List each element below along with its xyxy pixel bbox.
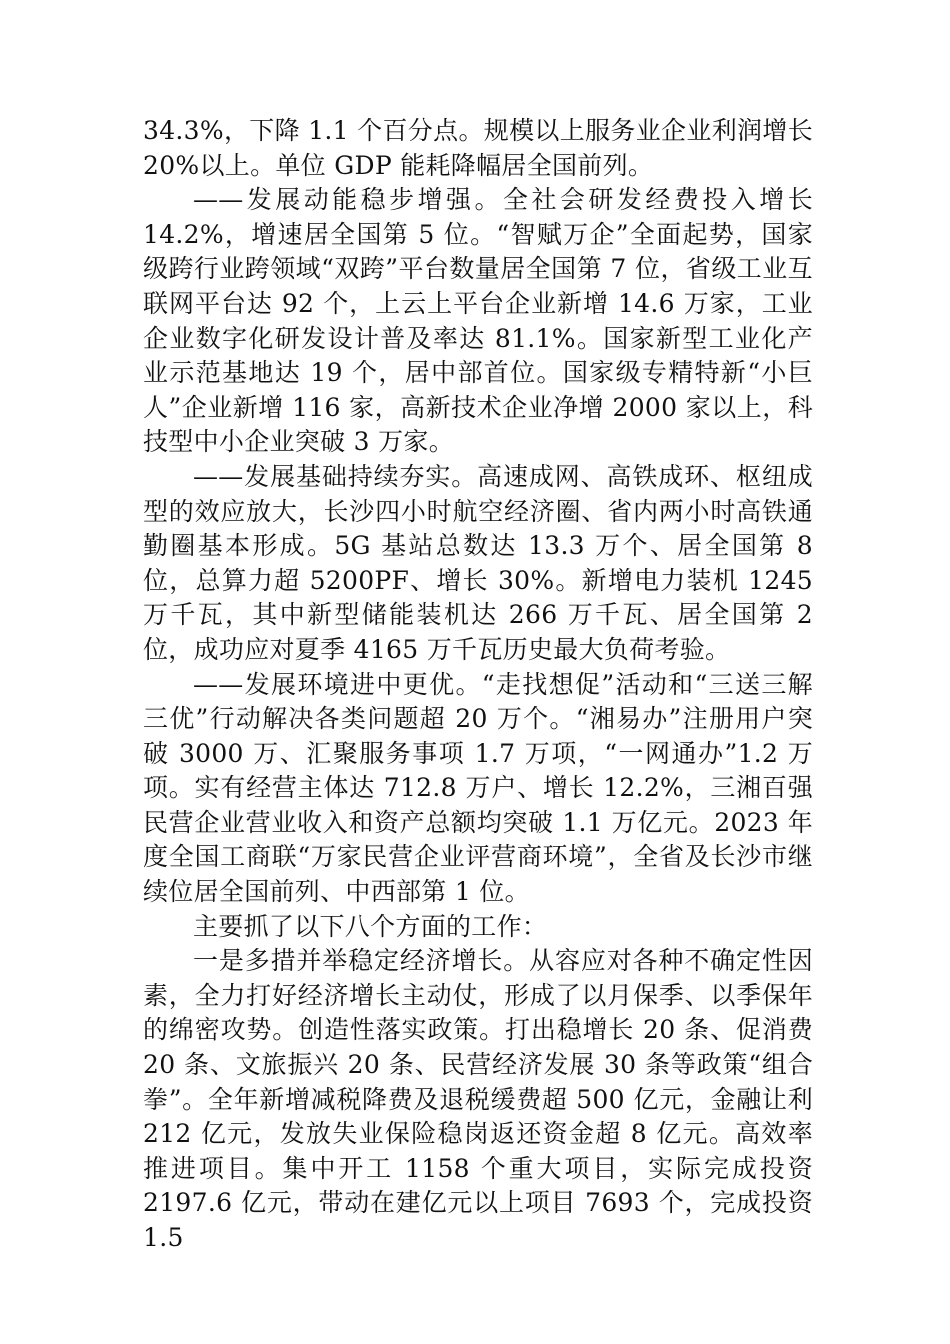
paragraph-development-momentum: ——发展动能稳步增强。全社会研发经费投入增长 14.2%，增速居全国第 5 位。“智赋万企”全面起势，国家级跨行业跨领域“双跨”平台数量居全国第 7 位，省级工业互联网平台达 92 个，上云上平台企业新增 14.6 万家，工业企业数字化研发设计普及率达 81.1%。国家新型工业化产业示范基地达 19 个，居中部首位。国家级专精特新“小巨人”企业新增 116 家，高新技术企业净增 2000 家以上，科技型中小企业突破 3 万家。	[143, 185, 813, 457]
paragraph-development-environment: ——发展环境进中更优。“走找想促”活动和“三送三解三优”行动解决各类问题超 20 万个。“湘易办”注册用户突破 3000 万、汇聚服务事项 1.7 万项，“一网通办”1.2 万项。实有经营主体达 712.8 万户、增长 12.2%，三湘百强民营企业营业收入和资产总额均突破 1.1 万亿元。2023 年度全国工商联“万家民营企业评营商环境”，全省及长沙市继续位居全国前列、中西部第 1 位。	[143, 669, 813, 907]
paragraph-continued: 34.3%，下降 1.1 个百分点。规模以上服务业企业利润增长 20%以上。单位 GDP 能耗降幅居全国前列。	[143, 116, 813, 180]
paragraph-development-foundation: ——发展基础持续夯实。高速成网、高铁成环、枢纽成型的效应放大，长沙四小时航空经济圈、省内两小时高铁通勤圈基本形成。5G 基站总数达 13.3 万个、居全国第 8 位，总算力超 5200PF、增长 30%。新增电力装机 1245 万千瓦，其中新型储能装机达 266 万千瓦、居全国第 2 位，成功应对夏季 4165 万千瓦历史最大负荷考验。	[143, 461, 813, 664]
document-body	[143, 114, 813, 1256]
paragraph-stabilize-growth: 一是多措并举稳定经济增长。从容应对各种不确定性因素，全力打好经济增长主动仗，形成了以月保季、以季保年的绵密攻势。创造性落实政策。打出稳增长 20 条、促消费 20 条、文旅振兴 20 条、民营经济发展 30 条等政策“组合拳”。全年新增减税降费及退税缓费超 500 亿元，金融让利 212 亿元，发放失业保险稳岗返还资金超 8 亿元。高效率推进项目。集中开工 1158 个重大项目，实际完成投资 2197.6 亿元，带动在建亿元以上项目 7693 个，完成投资 1.5	[143, 946, 813, 1252]
paragraph-main-work-intro: 主要抓了以下八个方面的工作：	[193, 911, 548, 941]
